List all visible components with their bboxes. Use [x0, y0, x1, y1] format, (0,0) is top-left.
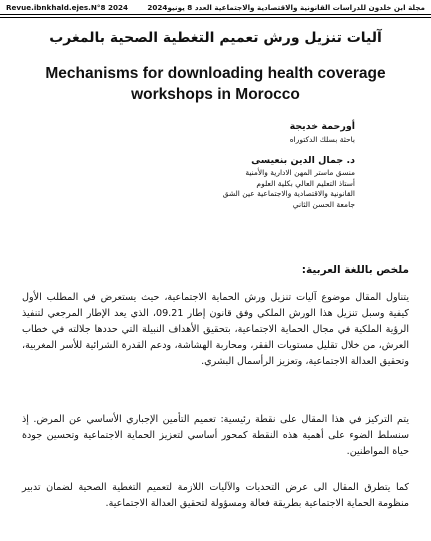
author-1-name: أورحمة خديجة [289, 121, 355, 132]
authors-block [135, 120, 355, 210]
abstract-paragraph: كما يتطرق المقال الى عرض التحديات والآليات اللازمة لتعميم التغطية الصحية لضمان تدبير منظومة الحماية الاجتماعية بطريقة فعالة ومسؤولة لتحقيق العدالة الاجتماعية. [22, 482, 409, 509]
journal-reference-arabic: مجلة ابن خلدون للدراسات القانونية والاقتصادية والاجتماعية العدد 8 يونيو2024 [147, 2, 425, 12]
author-2-name: د. جمال الدين بنعيسى [251, 155, 355, 166]
author-1-role: باحثة بسلك الدكتوراه [289, 135, 355, 144]
author-2-affiliation-line: القانونية والاقتصادية والاجتماعية عين الشق [222, 189, 355, 198]
journal-header [0, 0, 431, 14]
english-title: Mechanisms for downloading health coverage workshops in Morocco [45, 65, 386, 103]
author-1 [135, 120, 355, 145]
header-divider-thin [0, 17, 431, 18]
journal-reference-latin: Revue.ibnkhald.ejes.N°8 2024 [6, 2, 128, 12]
author-2-affiliation-line: منسق ماستر المهن الادارية والأمنية [245, 168, 355, 177]
author-2-affiliation-line: جامعة الحسن الثاني [292, 199, 355, 209]
abstract-paragraph: يتم التركيز في هذا المقال على نقطة رئيسية: تعميم التأمين الإجباري الأساسي عن المرض. إذ سنسلط الضوء على أهمية هذه النقطة كمحور أساسي لتعزيز الحماية الاجتماعية وتحسين جودة حياة المواطنين. [22, 414, 409, 457]
author-2 [135, 154, 355, 210]
arabic-title: آليات تنزيل ورش تعميم التغطية الصحية بالمغرب [49, 30, 382, 46]
abstract-heading: ملخص باللغة العربية: [301, 264, 409, 276]
header-divider [0, 14, 431, 15]
author-2-affiliation-line: أستاذ التعليم العالي بكلية العلوم [256, 178, 355, 188]
abstract-paragraph: يتناول المقال موضوع آليات تنزيل ورش الحماية الاجتماعية، حيث يستعرض في المطلب الأول كيفية وسبل تنزيل هذا الورش الملكي وفق قانون إطار 09.21، الذي يعد الإطار المرجعي لتنفيذ الرؤية الملكية في مجال الحماية الاجتماعية، بتحقيق الأهداف النبيلة التي حددها جلالته في خطاب العرش، من خلال تقليل مستويات الفقر، ومحاربة الهشاشة، ودعم القدرة الشرائية للأسر المغربية، وتحقيق العدالة الاجتماعية، وتعزيز الرأسمال البشري. [22, 292, 409, 367]
